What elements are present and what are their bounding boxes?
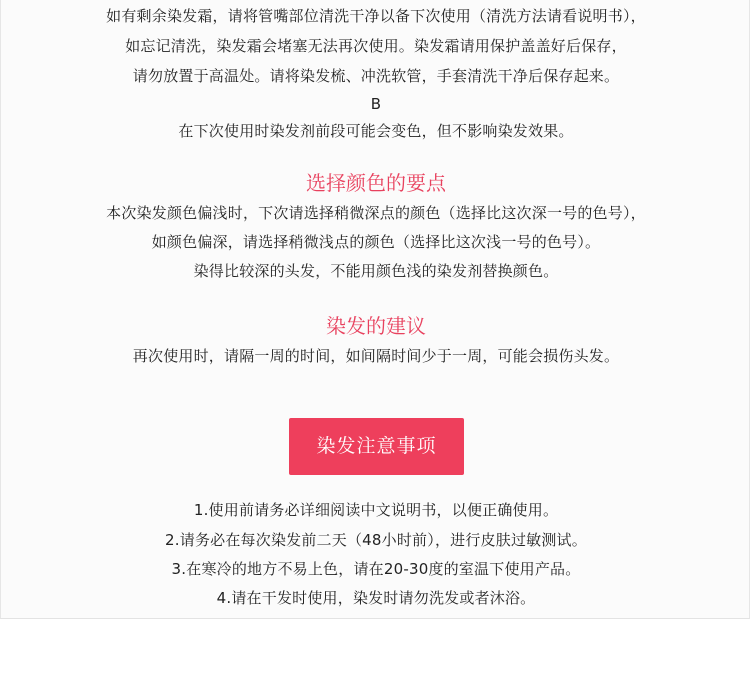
top-text-line-2: 如忘记清洗，染发霜会堵塞无法再次使用。染发霜请用保护盖盖好后保存， [125,37,627,55]
notice-item-2: 2.请务必在每次染发前二天（48小时前），进行皮肤过敏测试。 [165,531,587,549]
top-text-line-3: 请勿放置于高温处。请将染发梳、冲洗软管，手套清洗干净后保存起来。 [132,67,620,85]
color-text-line-3: 染得比较深的头发，不能用颜色浅的染发剂替换颜色。 [193,262,559,280]
advice-section-heading: 染发的建议 [326,314,426,338]
color-section-heading: 选择颜色的要点 [306,171,446,195]
top-text-line-1: 如有剩余染发霜，请将管嘴部位清洗干净以备下次使用（清洗方法请看说明书）， [106,7,646,25]
color-text-line-2: 如颜色偏深，请选择稍微浅点的颜色（选择比这次浅一号的色号）。 [151,233,601,251]
color-text-line-1: 本次染发颜色偏浅时，下次请选择稍微深点的颜色（选择比这次深一号的色号）， [106,204,646,222]
notice-item-1: 1.使用前请务必详细阅读中文说明书，以便正确使用。 [193,501,559,519]
notice-button[interactable]: 染发注意事项 [289,418,464,475]
advice-text-line-1: 再次使用时，请隔一周的时间，如间隔时间少于一周，可能会损伤头发。 [132,347,620,365]
top-text-line-5: 在下次使用时染发剂前段可能会变色，但不影响染发效果。 [178,122,574,140]
notice-item-4: 4.请在干发时使用，染发时请勿洗发或者沐浴。 [216,589,536,607]
top-text-line-4: B [370,95,382,113]
notice-item-3: 3.在寒冷的地方不易上色，请在20-30度的室温下使用产品。 [171,560,581,578]
